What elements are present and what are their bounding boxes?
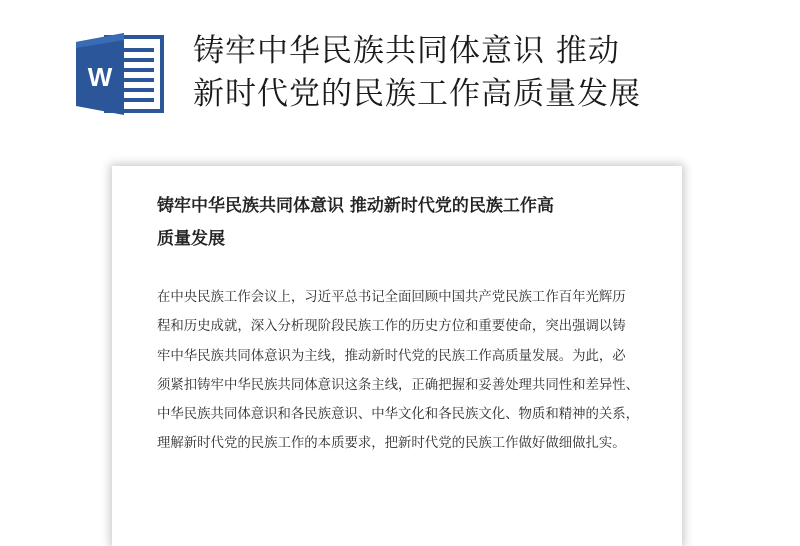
document-title (157, 190, 637, 256)
document-page (112, 166, 682, 546)
body-line: 程和历史成就，深入分析现阶段民族工作的历史方位和重要使命，突出强调以铸 (157, 319, 626, 335)
document-title-line: 质量发展 (157, 229, 225, 249)
banner-title-line: 新时代党的民族工作高质量发展 (193, 76, 641, 112)
svg-text:W: W (87, 62, 113, 92)
word-icon (76, 32, 166, 116)
body-line: 在中央民族工作会议上，习近平总书记全面回顾中国共产党民族工作百年光辉历 (157, 290, 626, 305)
header-banner (0, 0, 800, 145)
document-body (157, 283, 657, 459)
body-line: 须紧扣铸牢中华民族共同体意识这条主线，正确把握和妥善处理共同性和差异性、 (157, 377, 640, 393)
body-line: 理解新时代党的民族工作的本质要求，把新时代党的民族工作做好做细做扎实。 (157, 436, 626, 452)
banner-title-line: 铸牢中华民族共同体意识 推动 (193, 33, 620, 69)
document-title-line: 铸牢中华民族共同体意识 推动新时代党的民族工作高 (157, 196, 554, 216)
body-line: 牢中华民族共同体意识为主线，推动新时代党的民族工作高质量发展。为此，必 (157, 348, 626, 364)
body-line: 中华民族共同体意识和各民族意识、中华文化和各民族文化、物质和精神的关系， (157, 407, 640, 423)
banner-title (193, 30, 783, 116)
